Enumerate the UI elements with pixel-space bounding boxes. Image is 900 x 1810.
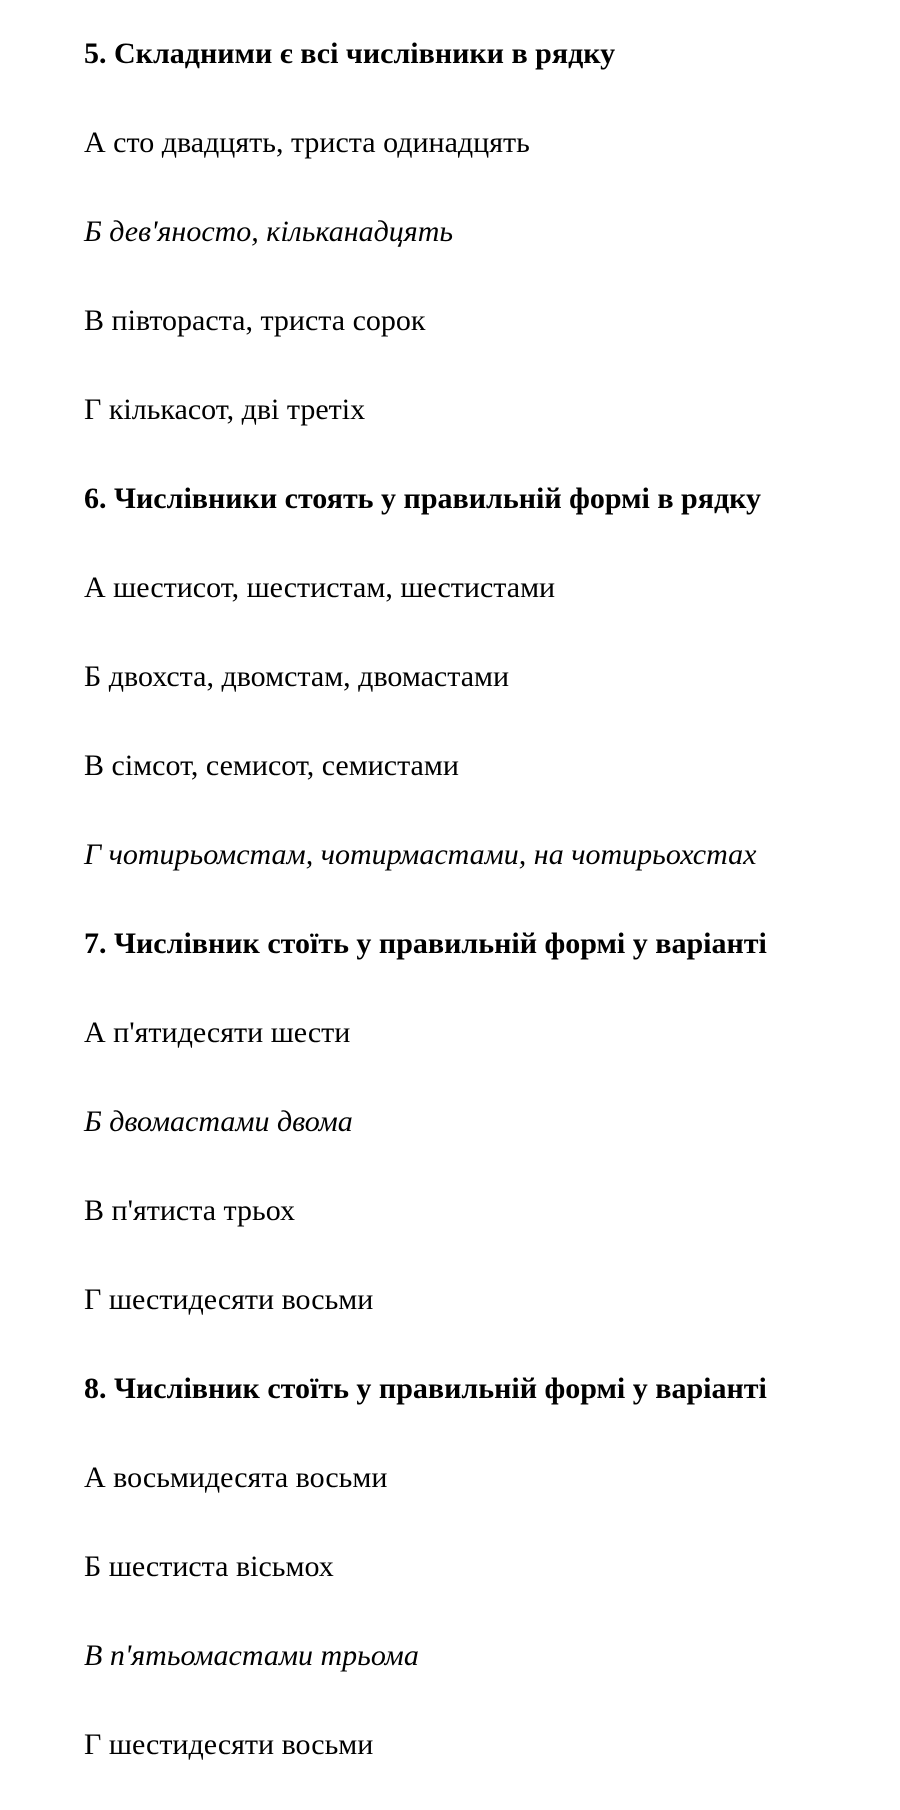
- answer-option: Б двохста, двомстам, двомастами: [84, 660, 510, 693]
- answer-option: А восьмидесята восьми: [84, 1461, 388, 1494]
- answer-option: Г шестидесяти восьми: [84, 1283, 374, 1316]
- answer-option-marked: В п'ятьомастами трьома: [84, 1639, 419, 1672]
- answer-option-marked: Б дев'яносто, кільканадцять: [84, 215, 454, 248]
- answer-option-marked: Г чотирьомстам, чотирмастами, на чотирьохстах: [84, 838, 757, 871]
- answer-option: Б шестиста вісьмох: [84, 1550, 334, 1583]
- question-title: 8. Числівник стоїть у правильній формі у варіанті: [84, 1372, 767, 1405]
- answer-option: А сто двадцять, триста одинадцять: [84, 126, 530, 159]
- answer-option: Г кількасот, дві третіх: [84, 393, 366, 426]
- answer-option: В сімсот, семисот, семистами: [84, 749, 459, 782]
- answer-option: В півтораста, триста сорок: [84, 304, 426, 337]
- answer-option: В п'ятиста трьох: [84, 1194, 295, 1227]
- answer-option: Г шестидесяти восьми: [84, 1728, 374, 1761]
- question-title: 6. Числівники стоять у правильній формі в рядку: [84, 482, 762, 515]
- question-title: 7. Числівник стоїть у правильній формі у варіанті: [84, 927, 767, 960]
- answer-option: А п'ятидесяти шести: [84, 1016, 351, 1049]
- answer-option-marked: Б двомастами двома: [84, 1105, 353, 1138]
- question-title: 5. Складними є всі числівники в рядку: [84, 37, 616, 70]
- answer-option: А шестисот, шестистам, шестистами: [84, 571, 556, 604]
